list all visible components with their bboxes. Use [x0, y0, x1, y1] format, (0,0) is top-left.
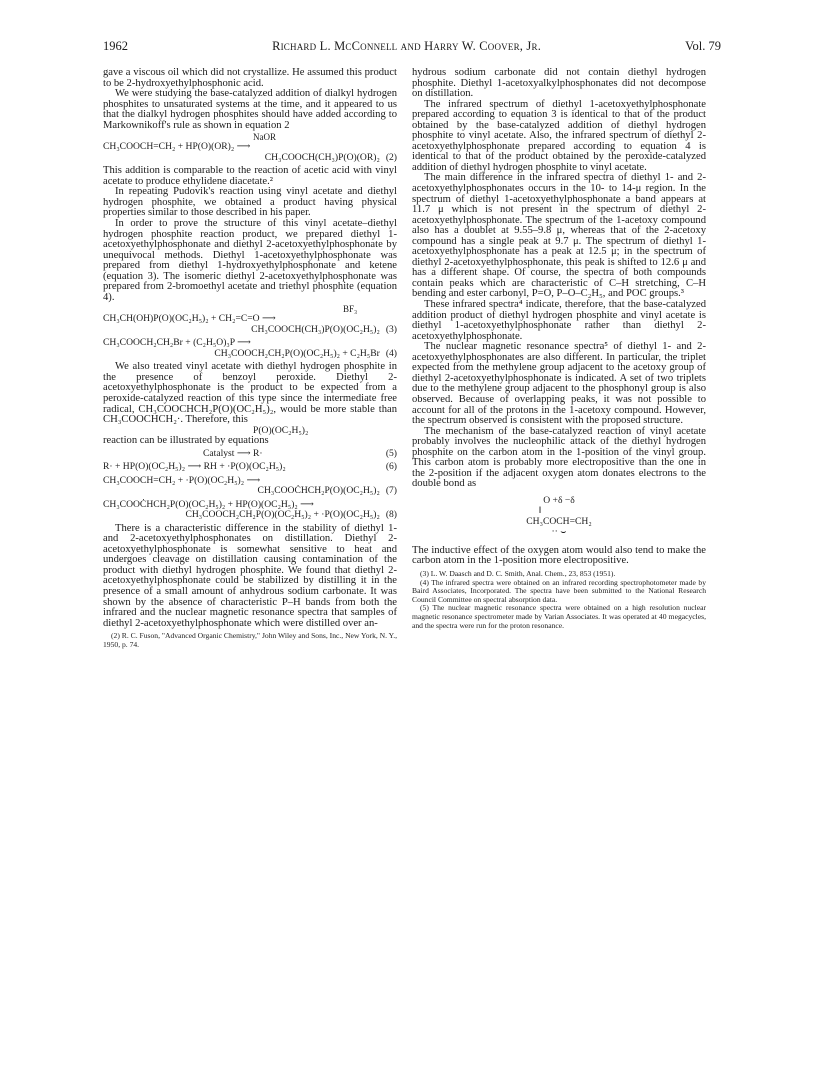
paragraph: hydrous sodium carbonate did not contain diethyl hydrogen phosphite. Diethyl 1-acetoxyalkylphosphonates did not decompose on distillation. — [412, 67, 706, 100]
paragraph: gave a viscous oil which did not crystallize. He assumed this product to be 2-hydroxyethylphosphonic acid. — [103, 67, 397, 89]
footnote-2: (2) R. C. Fuson, "Advanced Organic Chemistry," John Wiley and Sons, Inc., New York, N. Y., 1950, p. 74. — [103, 631, 397, 649]
left-column — [103, 68, 397, 649]
paragraph: This addition is comparable to the reaction of acetic acid with vinyl acetate to produce ethylidene diacetate.² — [103, 165, 397, 187]
right-column — [412, 68, 706, 630]
structure-formula: CH₃COCH=CH₂ — [526, 515, 592, 527]
paragraph: reaction can be illustrated by equations — [103, 435, 269, 447]
equation-line: CH₃COOCH=CH₂ + HP(O)(OR)₂ ⟶ — [103, 141, 251, 153]
paragraph: We also treated vinyl acetate with diethyl hydrogen phosphite in the presence of benzoyl peroxide. Diethyl 2-acetoxyethylphosphonate is the product to be expected from a peroxide-catalyzed reaction of this type since the intermediate free radical, CH₃COOCHCH₂P(O)(OC₂H₅)₂, would be more stable than CH₃COOCHCH₂·. Therefore, this — [103, 361, 397, 426]
paragraph: In order to prove the structure of this vinyl acetate–diethyl hydrogen phosphite reaction product, we prepared diethyl 1-acetoxyethylphosphonate and diethyl 2-acetoxyethylphosphonate by unequivocal methods. Diethyl 1-acetoxyethylphosphonate was prepared from diethyl 1-hydroxyethylphosphonate and ketene (equation 3). The isomeric diethyl 2-acetoxyethylphosphonate was prepared from 2-bromoethyl acetate and triethyl phosphite (equation 4). — [103, 218, 397, 303]
equation-number: (5) — [385, 447, 397, 459]
paragraph: We were studying the base-catalyzed addition of dialkyl hydrogen phosphites to unsaturated systems at the time, and it appeared to us that the dialkyl hydrogen phosphites should have added according to Markownikoff's rule as shown in equation 2 — [103, 88, 397, 131]
equation-line: CH₃COOĊHCH₂P(O)(OC₂H₅)₂ — [257, 485, 380, 497]
equation-line: R· + HP(O)(OC₂H₅)₂ ⟶ RH + ·P(O)(OC₂H₅)₂ — [103, 461, 286, 473]
structure-double-bond: ‖ — [538, 505, 542, 517]
equation-number: (4) — [385, 347, 397, 359]
footnote-5: (5) The nuclear magnetic resonance spectra were obtained on a high resolution nuclear magnetic resonance spectrometer made by Varian Associates. It was operated at 40 megacycles, and the spectra were run for the proton resonance. — [412, 603, 706, 630]
equation-line: CH₃COOCH₂CH₂Br + (C₂H₅O)₃P ⟶ — [103, 337, 251, 349]
paragraph: In repeating Pudovik's reaction using vinyl acetate and diethyl hydrogen phosphite, we obtained a product having physical properties similar to those described in his paper. — [103, 186, 397, 219]
equation-2 — [103, 133, 397, 163]
running-header — [103, 39, 721, 57]
structure-arrows: ·· ⌣ — [551, 526, 567, 538]
footnotes — [412, 570, 706, 630]
equation-catalyst: BF₃ — [343, 304, 358, 315]
structure-charges: O +δ −δ — [543, 494, 575, 506]
equation-catalyst: NaOR — [253, 132, 276, 143]
equation-number: (2) — [385, 151, 397, 163]
equation-8 — [103, 500, 397, 521]
paragraph: These infrared spectra⁴ indicate, therefore, that the base-catalyzed addition product of diethyl hydrogen phosphite and vinyl acetate is diethyl 1-acetoxyethylphosphonate rather than diethyl 2-acetoxyethylphosphonate. — [412, 299, 706, 342]
paragraph: The infrared spectrum of diethyl 1-acetoxyethylphosphonate prepared according to equation 3 is identical to that of the product obtained by the base-catalyzed addition of diethyl hydrogen phosphite to vinyl acetate. Also, the infrared spectrum of diethyl 2-acetoxyethylphosphonate prepared according to equation 4 is identical to that of the product obtained by the peroxide-catalyzed addition of diethyl hydrogen phosphite to vinyl acetate. — [412, 98, 706, 173]
equation-number: (7) — [385, 485, 397, 497]
polarization-structure — [412, 496, 706, 538]
equation-7 — [103, 476, 397, 497]
equation-line: CH₃COOCH₂CH₂P(O)(OC₂H₅)₂ + ·P(O)(OC₂H₅)₂ — [185, 509, 380, 521]
equation-line: CH₃CH(OH)P(O)(OC₂H₅)₂ + CH₂=C=O ⟶ — [103, 313, 276, 325]
footnote-3: (3) L. W. Daasch and D. C. Smith, Anal. Chem., 23, 853 (1951). — [420, 568, 616, 578]
equation-number: (3) — [385, 323, 397, 335]
equation-4 — [103, 338, 397, 359]
page-number: 1962 — [103, 39, 128, 53]
running-authors: Richard L. McConnell and Harry W. Coover, Jr. — [272, 39, 542, 53]
equation-line: CH₃COOĊHCH₂P(O)(OC₂H₅)₂ + HP(O)(OC₂H₅)₂ ⟶ — [103, 498, 314, 510]
equation-line: CH₃COOCH₂CH₂P(O)(OC₂H₅)₂ + C₂H₅Br — [214, 347, 380, 359]
equation-line: CH₃COOCH(CH₃)P(O)(OC₂H₅)₂ — [251, 323, 380, 335]
paragraph: The inductive effect of the oxygen atom would also tend to make the carbon atom in the 1-position more electropositive. — [412, 544, 706, 567]
equation-6 — [103, 462, 397, 473]
equation-line: Catalyst ⟶ R· — [203, 447, 263, 459]
paragraph: There is a characteristic difference in the stability of diethyl 1- and 2-acetoxyethylphosphonates on distillation. Diethyl 2-acetoxyethylphosphonate is somewhat sensitive to heat and undergoes cleavage on distillation causing contamination of the product with diethyl hydrogen phosphite. We found that diethyl 2-acetoxyethylphosphonate could be stabilized by distilling it in the presence of a small amount of anhydrous sodium carbonate. It was shown by the absence of characteristic P–H bands from both the infrared and the nuclear magnetic resonance spectra that samples of diethyl 2-acetoxyethylphosphonate which were distilled over an- — [103, 522, 397, 629]
footnotes — [103, 632, 397, 649]
radical-substituent: P(O)(OC₂H₅)₂ — [253, 424, 309, 436]
equation-number: (8) — [385, 509, 397, 521]
equation-line: CH₃COOCH=CH₂ + ·P(O)(OC₂H₅)₂ ⟶ — [103, 474, 261, 486]
volume-label: Vol. 79 — [685, 39, 721, 53]
paragraph: The nuclear magnetic resonance spectra⁵ of diethyl 1- and 2-acetoxyethylphosphonates are also different. In particular, the triplet expected from the methylene group adjacent to the acetoxy group of diethyl 2-acetoxyethylphosphonate is indicated. A set of two triplets due to the methylene group adjacent to the phosphonyl group is also observed. Because of overlapping peaks, it was not possible to account for all of the protons in the 1-acetoxy compound. However, the spectrum observed is consistent with the proposed structure. — [412, 341, 706, 427]
equation-number: (6) — [385, 461, 397, 473]
equation-5 — [103, 449, 397, 460]
footnote-4: (4) The infrared spectra were obtained on an infrared recording spectrophotometer made by Baird Associates, Incorporated. The spectra have been submitted to the National Research Council Committee on spectral absorption data. — [412, 577, 706, 604]
paragraph: The main difference in the infrared spectra of diethyl 1- and 2-acetoxyethylphosphonates occurs in the 10- to 14-μ region. In the spectrum of diethyl 1-acetoxyethylphosphonate a band appears at 11.7 μ which is not present in the spectrum of diethyl 2-acetoxyethylphosphonate. The spectrum of the 1-acetoxy compound also has a doublet at 9.55–9.8 μ, whereas that of the 2-acetoxy compound has a single peak at 9.7 μ. The spectrum of diethyl 1-acetoxyethylphosphonate has a peak at 12.5 μ; in the spectrum of diethyl 2-acetoxyethylphosphonate, this peak is shifted to 12.6 μ and has a different shape. Of course, the spectra of both compounds contain peaks which are characteristic of C–H stretching, C–H bending and ester carbonyl, P=O, P–O–C₂H₅, and POC groups.³ — [412, 172, 706, 300]
equation-line: CH₃COOCH(CH₃)P(O)(OR)₂ — [264, 151, 380, 163]
paragraph: The mechanism of the base-catalyzed reaction of vinyl acetate probably involves the nucleophilic attack of the diethyl hydrogen phosphite on the carbon atom in the 1-position of the vinyl group. This carbon atom is probably more electropositive than the one in the 2-position if the adjacent oxygen atom donates electrons to the double bond as — [412, 425, 706, 490]
equation-3 — [103, 305, 397, 335]
